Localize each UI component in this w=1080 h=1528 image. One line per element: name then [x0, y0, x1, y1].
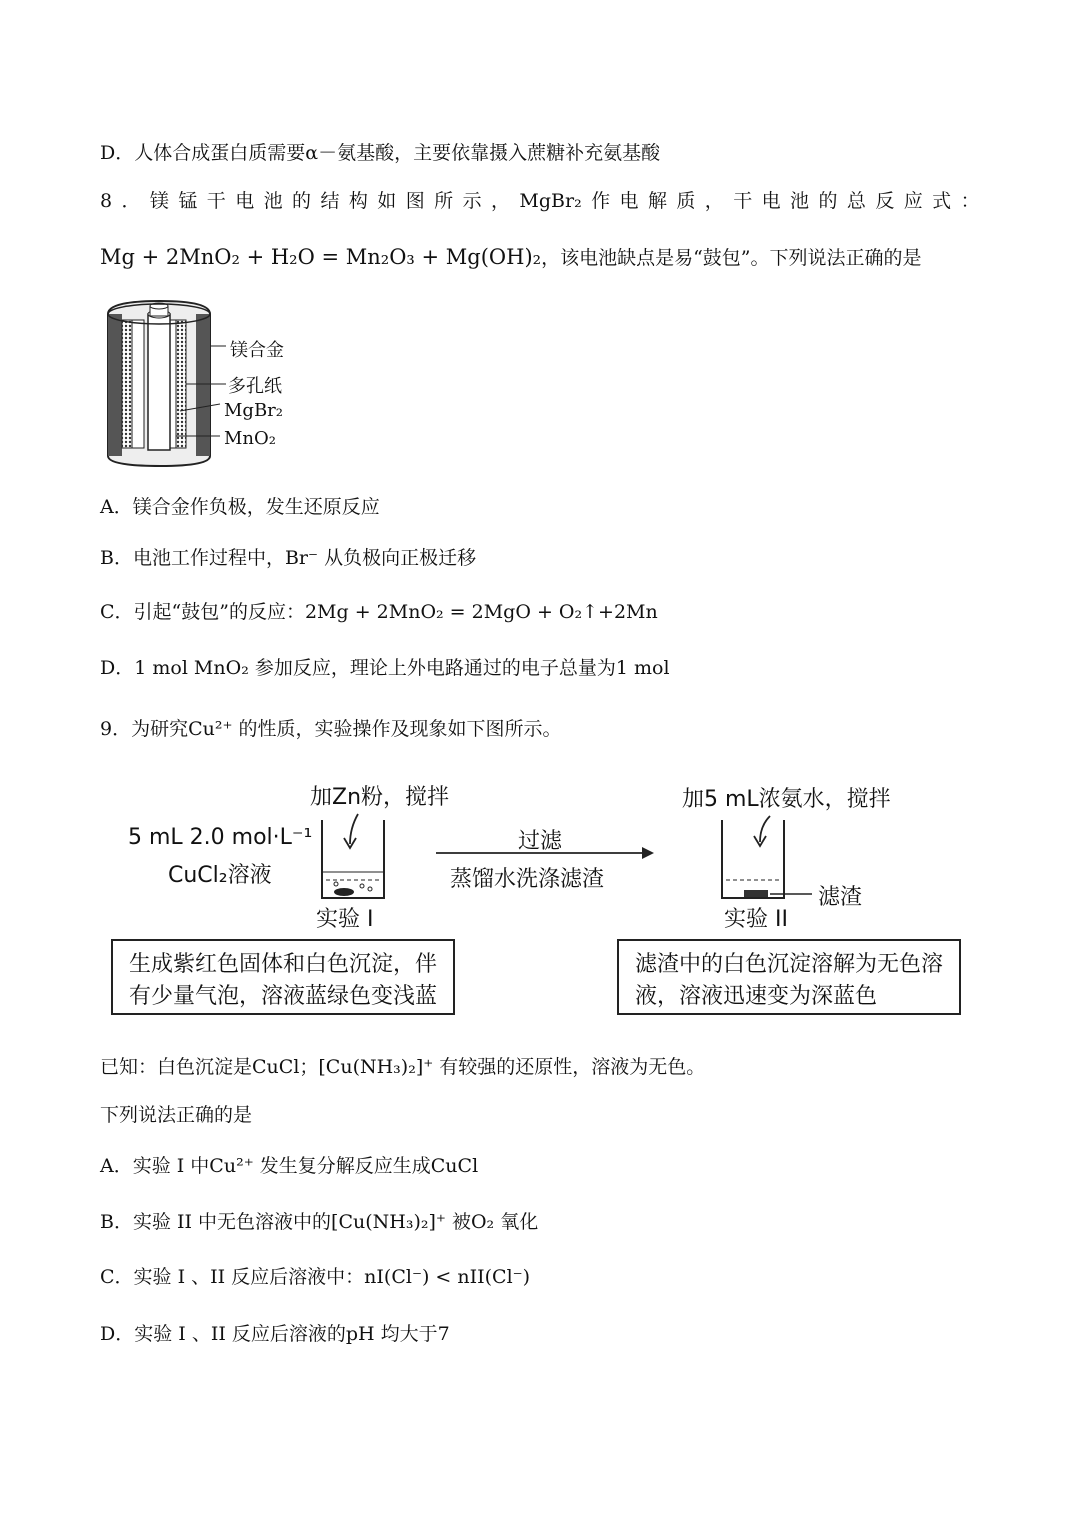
label-wash: 蒸馏水洗涤滤渣: [450, 867, 605, 892]
q9-known: 已知：白色沉淀是CuCl；[Cu(NH₃)₂]⁺ 有较强的还原性，溶液为无色。: [100, 1056, 706, 1078]
q8-stem-char: 质: [676, 190, 696, 212]
q8-stem-char: 构: [348, 190, 368, 212]
battery-diagram: [100, 296, 320, 471]
label-mg-alloy: 镁合金: [230, 340, 284, 361]
q9-option-c: C．实验 I 、II 反应后溶液中：nI(Cl⁻) < nII(Cl⁻): [100, 1266, 531, 1288]
label-mgbr2: MgBr₂: [224, 400, 284, 421]
q8-stem-char: 反: [875, 190, 895, 212]
q8-stem-char: 电: [235, 190, 255, 212]
label-solution-conc: 5 mL 2.0 mol·L⁻¹: [128, 825, 313, 850]
q9-option-b: B．实验 II 中无色溶液中的[Cu(NH₃)₂]⁺ 被O₂ 氧化: [100, 1211, 539, 1233]
q8-stem-char: 式: [932, 190, 952, 212]
q8-stem-char: 如: [377, 190, 397, 212]
q8-stem-char: 电: [761, 190, 781, 212]
q8-stem-char: 池: [263, 190, 283, 212]
q8-stem-char: 电: [619, 190, 639, 212]
q9-option-d: D．实验 I 、II 反应后溶液的pH 均大于7: [100, 1323, 450, 1345]
q7-option-d: D．人体合成蛋白质需要α－氨基酸，主要依靠摄入蔗糖补充氨基酸: [100, 142, 661, 164]
q8-stem-char: 作: [591, 190, 611, 212]
observation-box-1: 生成紫红色固体和白色沉淀，伴有少量气泡，溶液蓝绿色变浅蓝: [111, 939, 455, 1015]
q8-option-c: C．引起“鼓包”的反应：2Mg + 2MnO₂ = 2MgO + O₂↑+2Mn: [100, 601, 658, 623]
q8-stem-char: 所: [434, 190, 454, 212]
q8-option-a: A．镁合金作负极，发生还原反应: [100, 496, 380, 518]
q8-stem-char: 的: [292, 190, 312, 212]
q8-stem-char: 的: [818, 190, 838, 212]
q8-stem-char: 应: [903, 190, 923, 212]
label-filter: 过滤: [518, 829, 563, 854]
q8-stem-char: ，: [704, 190, 724, 212]
q8-stem-char: 镁: [149, 190, 169, 212]
q8-stem-char: 锰: [178, 190, 198, 212]
q8-stem-char: 干: [733, 190, 753, 212]
q8-stem-char: 总: [846, 190, 866, 212]
q9-prompt: 下列说法正确的是: [100, 1104, 253, 1126]
label-mno2: MnO₂: [224, 428, 276, 449]
label-residue: 滤渣: [818, 885, 863, 910]
q8-option-b: B．电池工作过程中，Br⁻ 从负极向正极迁移: [100, 547, 477, 569]
q9-option-a: A．实验 I 中Cu²⁺ 发生复分解反应生成CuCl: [100, 1155, 479, 1177]
q8-stem-char: 池: [790, 190, 810, 212]
q8-stem-char: ．: [121, 190, 141, 212]
q8-stem-char: 8: [100, 190, 113, 212]
q8-option-d: D．1 mol MnO₂ 参加反应，理论上外电路通过的电子总量为1 mol: [100, 657, 670, 679]
q8-stem-char: ，: [490, 190, 510, 212]
q8-stem-char: ：: [960, 190, 980, 212]
q8-stem-line1: [100, 187, 980, 215]
q8-stem-char: 示: [462, 190, 482, 212]
q8-stem-char: 解: [647, 190, 667, 212]
label-add-ammonia: 加5 mL浓氨水，搅拌: [682, 787, 891, 812]
q8-stem-tail: ，该电池缺点是易“鼓包”。下列说法正确的是: [541, 247, 922, 269]
beaker-2: [700, 810, 820, 910]
q8-stem-char: MgBr₂: [519, 190, 582, 212]
experiment-apparatus: [300, 810, 720, 910]
q9-stem: 9．为研究Cu²⁺ 的性质，实验操作及现象如下图所示。: [100, 718, 562, 740]
q8-stem-line2: [100, 243, 922, 272]
label-solution-name: CuCl₂溶液: [168, 863, 272, 888]
q8-stem-char: 干: [206, 190, 226, 212]
label-exp1: 实验 I: [316, 907, 374, 932]
q8-equation: Mg + 2MnO₂ + H₂O = Mn₂O₃ + Mg(OH)₂: [100, 245, 542, 269]
label-exp2: 实验 II: [724, 907, 788, 932]
q8-stem-char: 图: [405, 190, 425, 212]
label-add-zn: 加Zn粉，搅拌: [310, 785, 450, 810]
label-porous-paper: 多孔纸: [228, 376, 282, 397]
q8-stem-char: 结: [320, 190, 340, 212]
observation-box-2: 滤渣中的白色沉淀溶解为无色溶液，溶液迅速变为深蓝色: [617, 939, 961, 1015]
